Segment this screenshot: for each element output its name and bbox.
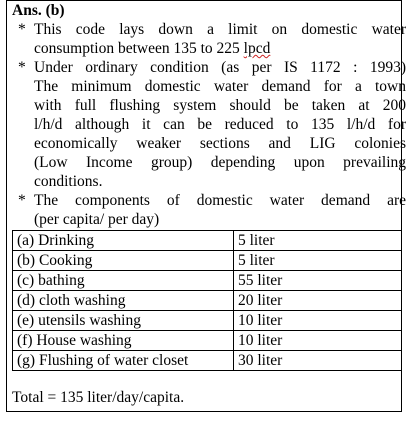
bullet-marker: * — [18, 192, 26, 209]
lpcd-abbreviation: lpcd — [243, 40, 271, 57]
table-row — [13, 311, 402, 331]
table-row — [13, 231, 402, 251]
bullet-2-line-7: conditions. — [34, 173, 103, 190]
amount-cell: 5 liter — [234, 231, 402, 251]
bullet-2-line-6: (Low Income group) depending upon prevailing — [34, 154, 406, 171]
component-label: (c) bathing — [17, 272, 85, 289]
bullet-2-line-4: l/h/d although it can be reduced to 135 l/h/d for — [34, 116, 406, 133]
amount-cell: 20 liter — [234, 291, 402, 311]
bullet-1-line-1: This code lays down a limit on domestic water — [34, 21, 406, 38]
bullet-1-line-2: consumption between 135 to 225 lpcd — [34, 40, 271, 57]
bullet-marker: * — [18, 21, 26, 38]
table-row — [13, 271, 402, 291]
component-cell — [13, 271, 234, 291]
total-line: Total = 135 liter/day/capita. — [12, 389, 185, 406]
component-label: (d) cloth washing — [17, 292, 126, 309]
bullet-2-line-3: with full flushing system should be taken at 200 — [34, 97, 406, 114]
table-row — [13, 331, 402, 351]
component-label: (b) Cooking — [17, 252, 93, 269]
answer-title: Ans. (b) — [12, 2, 65, 19]
bullet-2-line-5: economically weaker sections and LIG colonies — [34, 135, 406, 152]
table-row — [13, 291, 402, 311]
amount-cell: 55 liter — [234, 271, 402, 291]
amount-cell: 30 liter — [234, 351, 402, 371]
component-cell — [13, 351, 234, 371]
amount-cell: 10 liter — [234, 311, 402, 331]
bullet-2-line-1: Under ordinary condition (as per IS 1172 : 1993) — [34, 59, 406, 76]
bullet-2-line-2: The minimum domestic water demand for a town — [34, 78, 406, 95]
component-cell — [13, 311, 234, 331]
table-row — [13, 351, 402, 371]
component-cell — [13, 331, 234, 351]
water-demand-table — [12, 230, 402, 371]
bullet-3-line-1: The components of domestic water demand are — [34, 192, 406, 209]
component-cell — [13, 251, 234, 271]
table-row — [13, 251, 402, 271]
component-label: (a) Drinking — [17, 232, 95, 249]
component-label: (e) utensils washing — [17, 312, 141, 329]
bullet-3-line-2: (per capita/ per day) — [34, 211, 160, 228]
bullet-marker: * — [18, 59, 26, 76]
amount-cell: 10 liter — [234, 331, 402, 351]
component-cell — [13, 231, 234, 251]
component-cell — [13, 291, 234, 311]
component-label: (f) House washing — [17, 332, 132, 349]
component-label: (g) Flushing of water closet — [17, 352, 189, 369]
amount-cell: 5 liter — [234, 251, 402, 271]
